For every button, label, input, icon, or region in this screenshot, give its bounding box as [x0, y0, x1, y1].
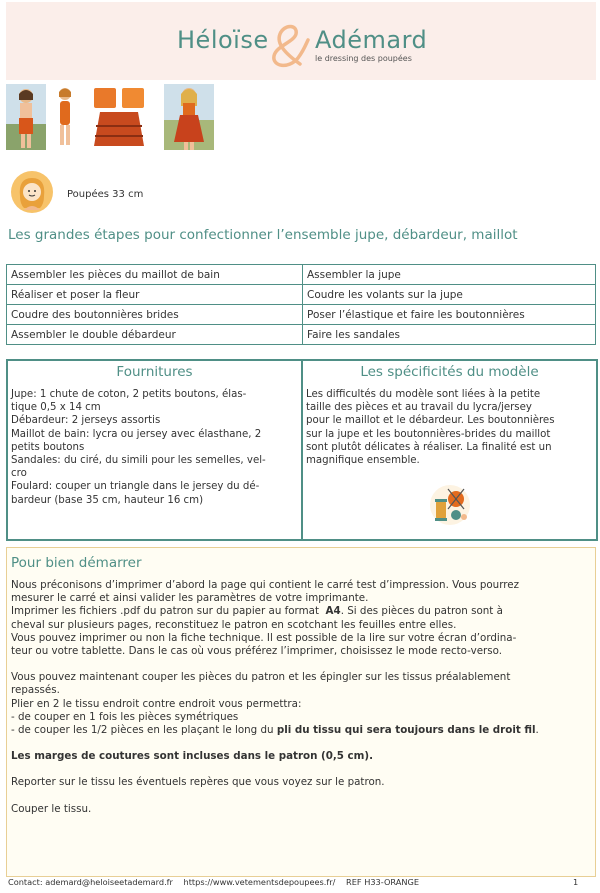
contact-email[interactable]: Contact: ademard@heloiseetademard.fr — [8, 877, 173, 887]
specifics-text — [306, 388, 592, 467]
page-title: Les grandes étapes pour confectionner l’ensemble jupe, débardeur, maillot — [8, 227, 518, 243]
text-line: sont plutôt délicates à réaliser. La finalité est un — [306, 441, 552, 453]
text-line: petits boutons — [11, 441, 85, 453]
photo-doll-dress — [164, 84, 214, 150]
text-line: taille des pièces et au travail du lycra/jersey — [306, 402, 532, 414]
supplies-text — [11, 388, 298, 507]
table-cell: Réaliser et poser la fleur — [7, 285, 303, 305]
text-line: mesurer le carré et ainsi valider les paramètres de votre imprimante. — [11, 592, 369, 605]
text-line: Vous pouvez maintenant couper les pièces du patron et les épingler sur les tissus préalablement — [11, 671, 511, 684]
margins-note — [11, 750, 593, 763]
supplies-and-specifics-box — [6, 359, 598, 541]
table-row — [7, 325, 596, 345]
getting-started-text — [11, 579, 593, 816]
table-cell: Assembler le double débardeur — [7, 325, 303, 345]
getting-started-title: Pour bien démarrer — [11, 555, 142, 571]
ampersand-logo-icon — [266, 14, 314, 74]
text-line: Jupe: 1 chute de coton, 2 petits boutons, élas- — [11, 389, 247, 400]
text-line: cro — [11, 468, 27, 480]
page-number: 1 — [573, 877, 579, 887]
marks-note: Reporter sur le tissu les éventuels repères que vous voyez sur le patron. — [11, 776, 385, 789]
text-line — [11, 605, 593, 618]
doll-icon — [10, 170, 54, 214]
reference-code: REF H33-ORANGE — [346, 877, 419, 887]
text-fragment: . Si des pièces du patron sont à — [340, 605, 503, 618]
website-link[interactable]: https://www.vetementsdepoupees.fr/ — [183, 877, 336, 887]
supplies-title: Fournitures — [116, 364, 193, 380]
steps-table — [6, 264, 596, 345]
table-cell: Poser l’élastique et faire les boutonnières — [303, 305, 596, 325]
table-cell: Coudre des boutonnières brides — [7, 305, 303, 325]
text-line: Vous pouvez imprimer ou non la fiche technique. Il est possible de la lire sur votre écran d’ordina- — [11, 631, 517, 644]
emphasis-text: pli du tissu qui sera toujours dans le droit fil — [276, 724, 536, 737]
brand-name-right: Adémard — [315, 26, 428, 54]
text-fragment: . — [535, 724, 539, 737]
paper-format: A4 — [325, 605, 341, 618]
text-line: Maillot de bain: lycra ou jersey avec élasthane, 2 — [11, 428, 262, 440]
text-line: Foulard: couper un triangle dans le jersey du dé- — [11, 481, 260, 493]
text-fragment: Imprimer les fichiers .pdf du patron sur du papier au format — [11, 605, 319, 618]
text-line: repassés. — [11, 684, 60, 697]
cut-note: Couper le tissu. — [11, 802, 92, 815]
text-line: Débardeur: 2 jerseys assortis — [11, 415, 161, 427]
text-line: Les difficultés du modèle sont liées à la petite — [306, 389, 541, 400]
table-row — [7, 265, 596, 285]
table-cell: Faire les sandales — [303, 325, 596, 345]
column-divider — [301, 361, 303, 539]
doll-size-label: Poupées 33 cm — [67, 189, 144, 200]
table-cell: Assembler la jupe — [303, 265, 596, 285]
sewing-kit-icon — [426, 483, 474, 527]
photo-garments-flat — [86, 84, 152, 150]
margins-note-text: Les marges de coutures sont incluses dans le patron (0,5 cm). — [11, 750, 373, 763]
header-banner — [6, 2, 596, 80]
table-cell: Assembler les pièces du maillot de bain — [7, 265, 303, 285]
text-line: bardeur (base 35 cm, hauteur 16 cm) — [11, 494, 204, 506]
text-line: Plier en 2 le tissu endroit contre endroit vous permettra: — [11, 697, 302, 710]
specifics-title: Les spécificités du modèle — [360, 364, 539, 380]
text-line: pour le maillot et le débardeur. Les boutonnières — [306, 415, 555, 427]
brand-tagline: le dressing des poupées — [315, 54, 412, 63]
text-line: - de couper en 1 fois les pièces symétriques — [11, 710, 239, 723]
table-cell: Coudre les volants sur la jupe — [303, 285, 596, 305]
text-line: magnifique ensemble. — [306, 455, 420, 467]
text-line — [11, 724, 593, 737]
text-line: cheval sur plusieurs pages, reconstituez le patron en scotchant les feuilles entre elles. — [11, 618, 457, 631]
photo-doll-swimsuit — [6, 84, 46, 150]
table-row — [7, 285, 596, 305]
footer — [8, 877, 427, 887]
text-line: tique 0,5 x 14 cm — [11, 402, 101, 414]
getting-started-box — [6, 547, 596, 877]
photo-swimsuit — [50, 84, 80, 150]
text-line: teur ou votre tablette. Dans le cas où vous préférez l’imprimer, choisissez le mode recto-verso. — [11, 645, 503, 658]
brand-name-left: Héloïse — [177, 26, 269, 54]
text-line: Nous préconisons d’imprimer d’abord la page qui contient le carré test d’impression. Vous pourrez — [11, 579, 519, 591]
text-fragment: - de couper les 1/2 pièces en les plaçant le long du — [11, 724, 277, 737]
table-row — [7, 305, 596, 325]
text-line: Sandales: du ciré, du simili pour les semelles, vel- — [11, 455, 266, 467]
text-line: sur la jupe et les boutonnières-brides du maillot — [306, 428, 551, 440]
